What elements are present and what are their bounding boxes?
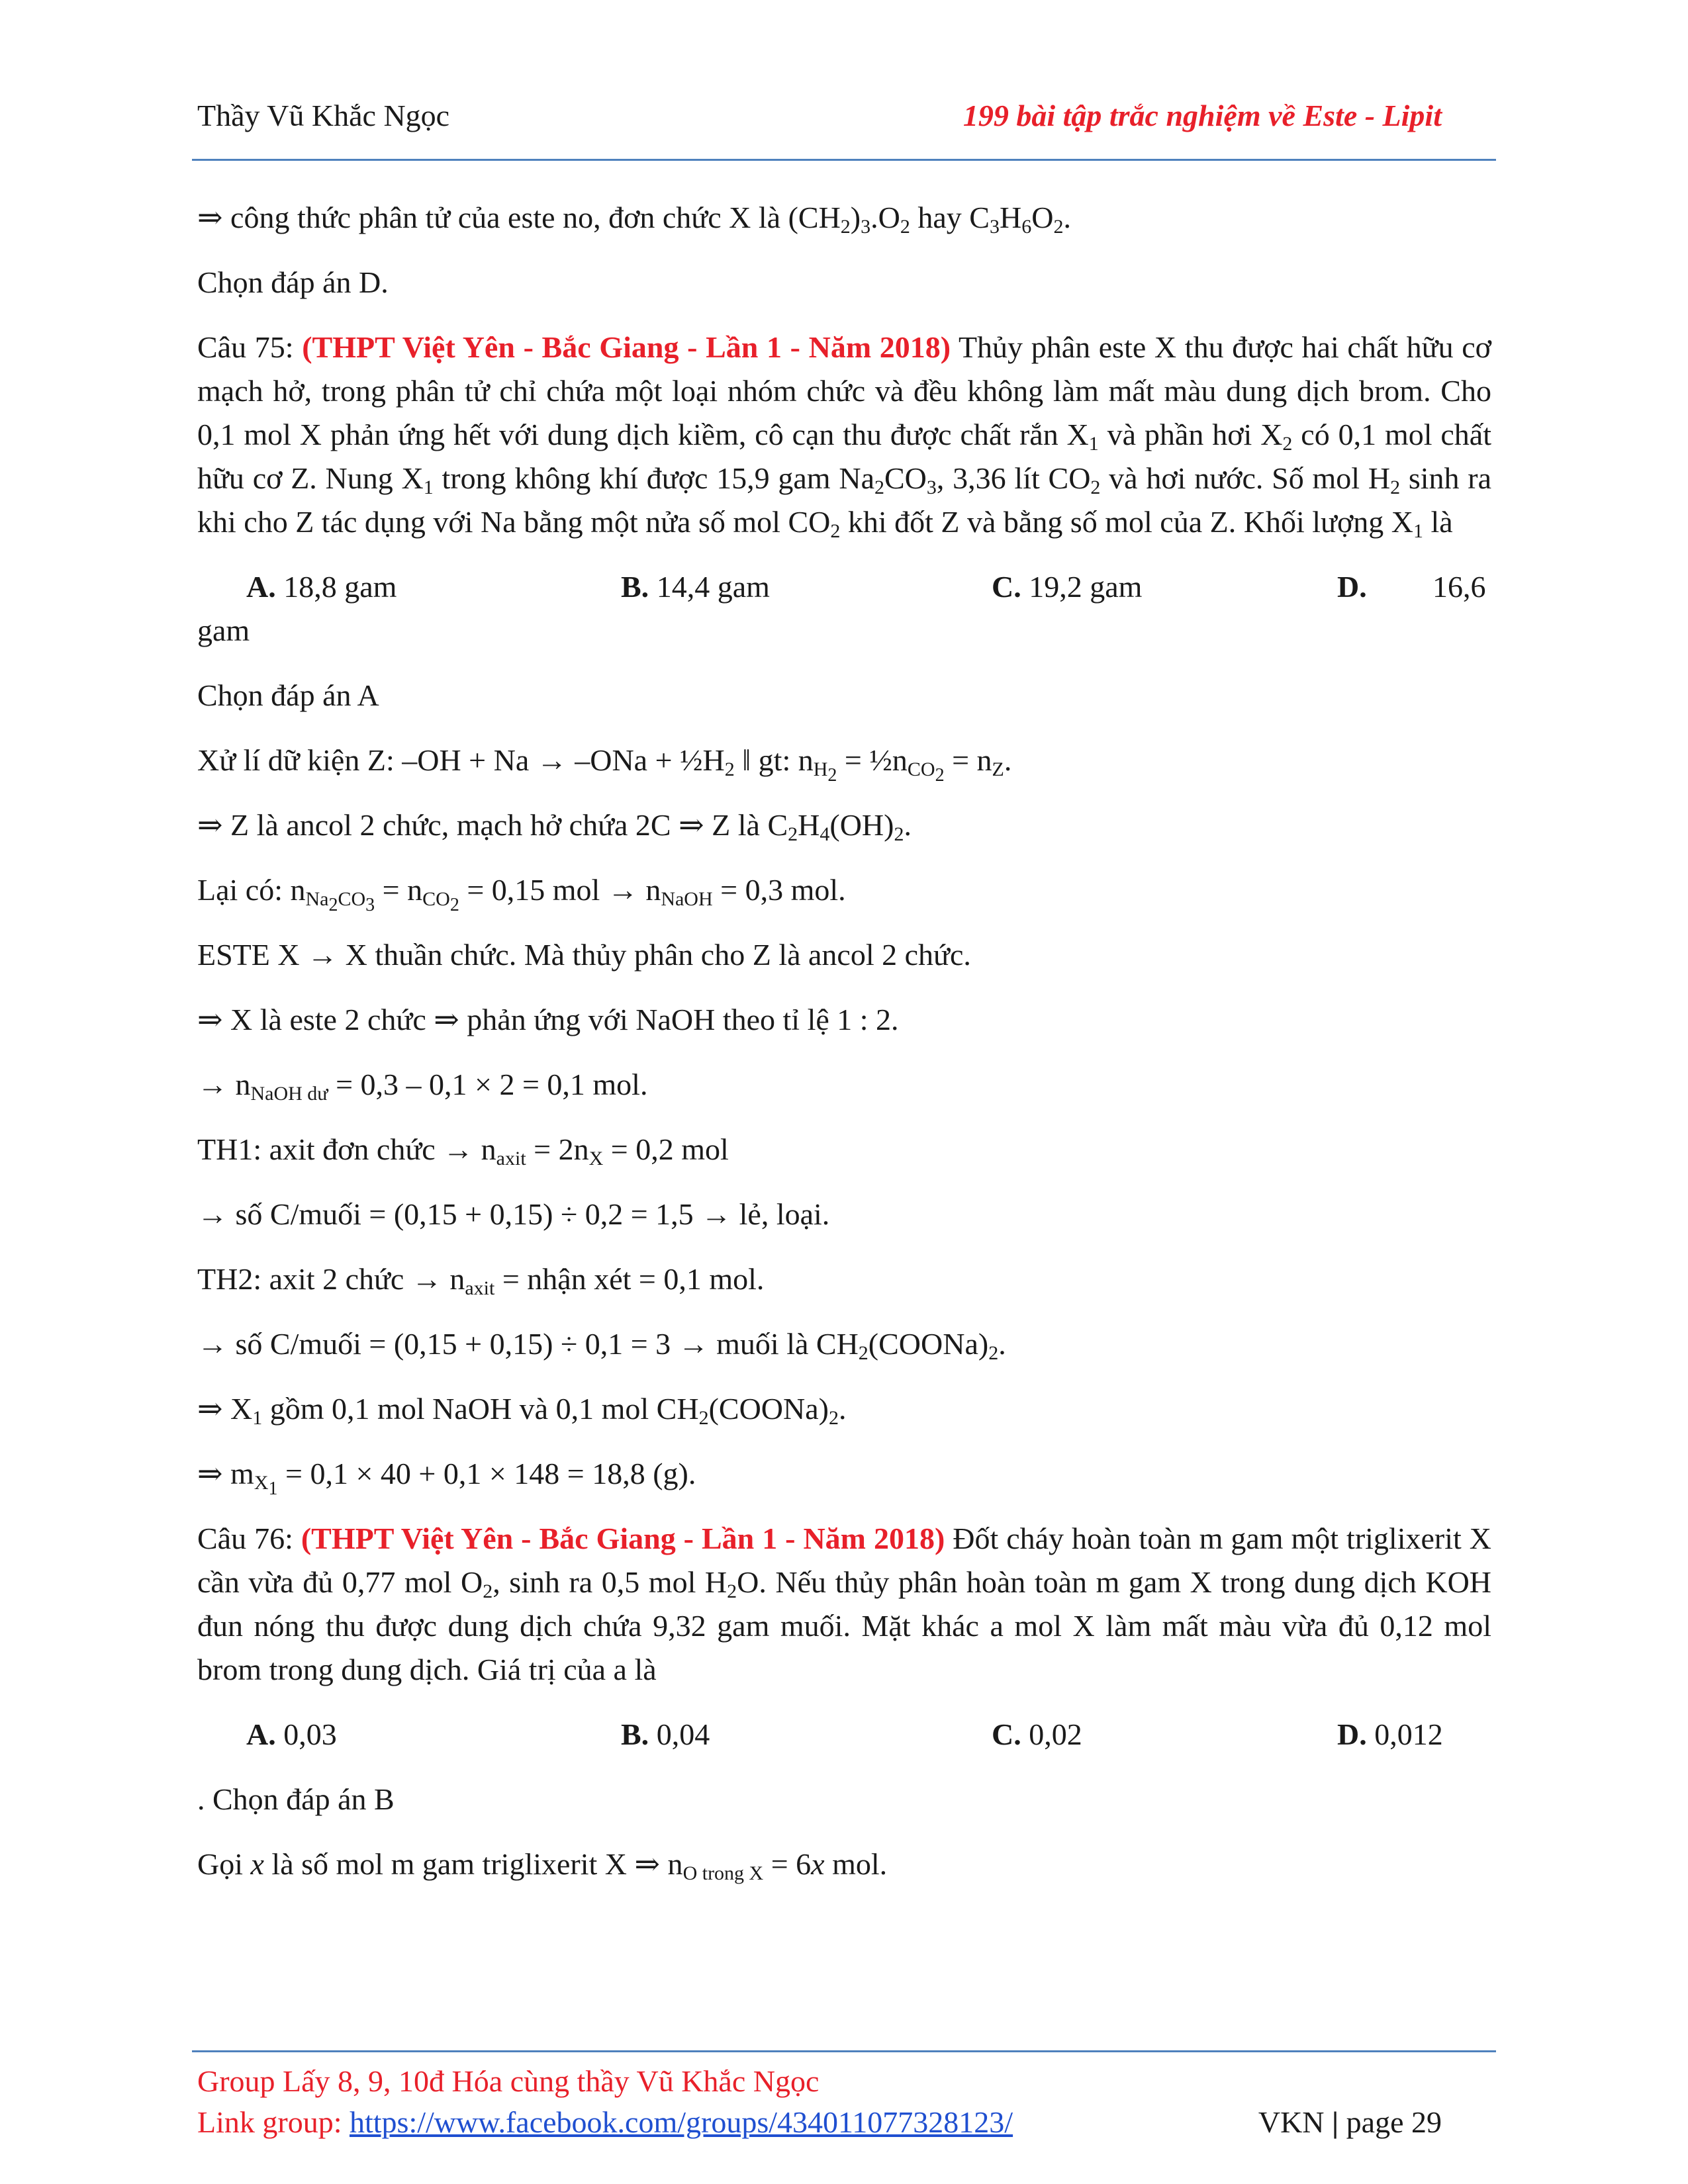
solution-line: ⇒ Z là ancol 2 chức, mạch hở chứa 2C ⇒ Z là $C_2H_4(OH)_2$. (197, 808, 912, 845)
option-c[interactable]: C. 19,2 gam (992, 570, 1143, 604)
option-d-wrap: gam (197, 614, 250, 647)
header-title: 199 bài tập trắc nghiệm về Este - Lipit (962, 99, 1442, 132)
header-divider (192, 159, 1496, 161)
page-number (1258, 2105, 1442, 2140)
option-d-value: 16,6 (1432, 570, 1486, 604)
solution-line: Gọi x là số mol m gam triglixerit X ⇒ $n_{O trong X} = 6x$ mol. (197, 1847, 888, 1884)
question-75-source: (THPT Việt Yên - Bắc Giang - Lần 1 - Năm 2018) (302, 330, 951, 364)
answer-75: Chọn đáp án A (197, 678, 379, 712)
option-d[interactable]: D. 0,012 (1337, 1717, 1443, 1751)
solution-line: ESTE X → X thuần chức. Mà thủy phân cho Z là ancol 2 chức. (197, 938, 971, 972)
solution-line: TH2: axit 2 chức → $n_{axit}$ = nhận xét = 0,1 mol. (197, 1262, 765, 1299)
option-a[interactable]: A. 0,03 (246, 1717, 337, 1751)
solution-line: ⇒ $X_1$ gồm 0,1 mol NaOH và 0,1 mol $CH_2(COONa)_2$. (197, 1392, 847, 1429)
question-75-options (197, 565, 1491, 609)
footer-group-link[interactable]: https://www.facebook.com/groups/434011077328123/ (349, 2105, 1013, 2139)
option-a[interactable]: A. 18,8 gam (246, 570, 397, 604)
question-76-options (197, 1713, 1491, 1756)
solution-line: → số C/muối = (0,15 + 0,15) ÷ 0,1 = 3 → muối là $CH_2(COONa)_2$. (197, 1327, 1006, 1364)
solution-line: → số C/muối = (0,15 + 0,15) ÷ 0,2 = 1,5 → lẻ, loại. (197, 1197, 830, 1231)
footer-divider (192, 2050, 1496, 2052)
header-author: Thầy Vũ Khắc Ngọc (197, 99, 450, 132)
question-76-source: (THPT Việt Yên - Bắc Giang - Lần 1 - Năm 2018) (301, 1522, 945, 1555)
solution-line: Xử lí dữ kiện Z: $-OH + Na \to -ONa + \frac{1}{2}H_2$ ‖ gt: $n_{H_2}$ = $\frac{1}{2}n_{CO_2} = n_Z$. (197, 743, 1012, 786)
answer-previous: Chọn đáp án D. (197, 265, 389, 299)
solution-line: TH1: axit đơn chức → $n_{axit} = 2n_X = 0,2$ mol (197, 1132, 729, 1169)
page-separator: | (1324, 2105, 1346, 2139)
solution-line: ⇒ X là este 2 chức ⇒ phản ứng với NaOH theo tỉ lệ 1 : 2. (197, 1003, 899, 1036)
option-d[interactable]: D. (1337, 570, 1367, 604)
page-brand: VKN (1258, 2105, 1325, 2139)
footer-group: Group Lấy 8, 9, 10đ Hóa cùng thầy Vũ Khắc Ngọc (197, 2064, 820, 2098)
option-c[interactable]: C. 0,02 (992, 1717, 1082, 1751)
question-75-label: Câu 75: (197, 330, 303, 364)
solution-line: ⇒ $m_{X_1} = 0,1 \times 40 + 0,1 \times 148 = 18,8$ (g). (197, 1457, 696, 1499)
document-body (197, 196, 1491, 1907)
question-76: Câu 76: (THPT Việt Yên - Bắc Giang - Lần 1 - Năm 2018) Đốt cháy hoàn toàn m gam một triglixerit X cần vừa đủ 0,77 mol $O_2$, sinh ra 0,5 mol $H_2O$. Nếu thủy phân hoàn toàn m gam X trong dung dịch KOH đun nóng thu được dung dịch chứa 9,32 gam muối. Mặt khác a mol X làm mất màu vừa đủ 0,12 mol brom trong dung dịch. Giá trị của a là (197, 1522, 1492, 1686)
solution-line: Lại có: $n_{Na_2CO_3} = n_{CO_2} = 0,15$ mol → $n_{NaOH} = 0,3$ mol. (197, 873, 846, 915)
footer-link-line (197, 2105, 1013, 2140)
solution-line: → $n_{NaOH dư} = 0,3 - 0,1 \times 2 = 0,1$ mol. (197, 1068, 648, 1105)
formula-conclusion: ⇒ công thức phân tử của este no, đơn chức X là $(CH_2)_3.O_2$ hay $C_3H_6O_2$. (197, 201, 1071, 238)
option-b[interactable]: B. 14,4 gam (621, 570, 770, 604)
answer-76: . Chọn đáp án B (197, 1782, 395, 1816)
question-75: Câu 75: (THPT Việt Yên - Bắc Giang - Lần 1 - Năm 2018) Thủy phân este X thu được hai chất hữu cơ mạch hở, trong phân tử chỉ chứa một loại nhóm chức và đều không làm mất màu dung dịch brom. Cho 0,1 mol X phản ứng hết với dung dịch kiềm, cô cạn thu được chất rắn $X_1$ và phần hơi $X_2$ có 0,1 mol chất hữu cơ Z. Nung $X_1$ trong không khí được 15,9 gam $Na_2CO_3$, 3,36 lít $CO_2$ và hơi nước. Số mol $H_2$ sinh ra khi cho Z tác dụng với Na bằng một nửa số mol $CO_2$ khi đốt Z và bằng số mol của Z. Khối lượng $X_1$ là (197, 330, 1492, 542)
question-76-label: Câu 76: (197, 1522, 301, 1555)
option-b[interactable]: B. 0,04 (621, 1717, 710, 1751)
page-label: page 29 (1346, 2105, 1442, 2139)
footer-link-label: Link group: (197, 2105, 350, 2139)
